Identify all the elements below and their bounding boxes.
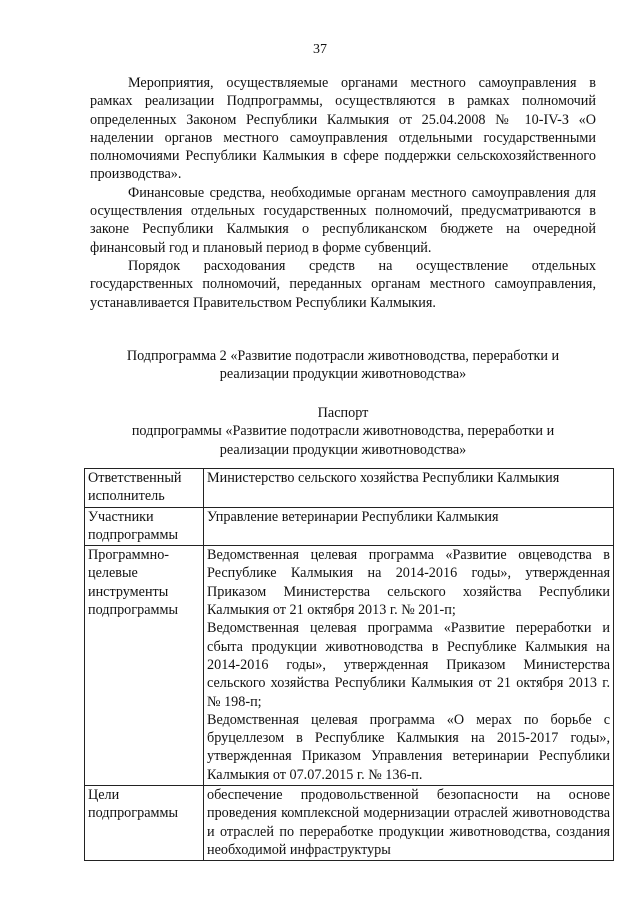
row-label-program-instruments: Программно-целевые инструменты подпрограммы — [85, 546, 204, 786]
row-label-participants: Участники подпрограммы — [85, 507, 204, 546]
table-row — [85, 469, 614, 508]
table-row — [85, 786, 614, 861]
subprogram-title-line: Подпрограмма 2 «Развитие подотрасли животноводства, переработки и — [126, 348, 560, 364]
value-text-sheep-breeding: Ведомственная целевая программа «Развитие овцеводства в Республике Калмыкия на 2014-2016 годы», утвержденная Приказом Министерства сельского хозяйства Республики Калмыкия от 21 октября 2013 г. № 201-п; — [207, 547, 610, 619]
page-number: 37 — [313, 42, 327, 57]
value-text-brucellosis: Ведомственная целевая программа «О мерах по борьбе с бруцеллезом в Республике Калмыкия на 2015-2017 годы», утвержденная Приказом Управления ветеринарии Республики Калмыкия от 07.07.2015 г. № 136-п. — [207, 711, 610, 783]
value-text: Министерство сельского хозяйства Республики Калмыкия — [207, 470, 560, 486]
passport-table — [84, 468, 614, 861]
row-value-program-instruments — [204, 546, 614, 786]
passport-heading-word: Паспорт — [317, 405, 369, 421]
passport-heading — [90, 404, 596, 459]
row-value-responsible-executor — [204, 469, 614, 508]
paragraph-financial-resources: Финансовые средства, необходимые органам местного самоуправления для осуществления отдельных государственных полномочий, предусматриваются в законе Республики Калмыкия о республиканском бюджете на очередной финансовый год и плановый период в форме субвенций. — [90, 184, 596, 256]
subprogram-title-line: реализации продукции животноводства» — [219, 366, 467, 383]
value-text-processing: Ведомственная целевая программа «Развитие переработки и сбыта продукции животноводства в Республике Калмыкия на 2014-2016 годы», утвержденная Приказом Министерства сельского хозяйства Республики Калмыкия от 21 октября 2013 г. № 198-п; — [207, 620, 610, 710]
table-row — [85, 546, 614, 786]
paragraph-spending-procedure: Порядок расходования средств на осуществление отдельных государственных полномочий, переданных органам местного самоуправления, устанавливается Правительством Республики Калмыкия. — [90, 257, 596, 311]
row-label-responsible-executor: Ответственный исполнитель — [85, 469, 204, 508]
row-value-goals — [204, 786, 614, 861]
row-value-participants — [204, 507, 614, 546]
subprogram-title — [90, 347, 596, 384]
row-label-goals: Цели подпрограммы — [85, 786, 204, 861]
passport-heading-line: реализации продукции животноводства» — [219, 441, 467, 458]
passport-heading-line: подпрограммы «Развитие подотрасли животноводства, переработки и — [131, 423, 555, 440]
table-row — [85, 507, 614, 546]
paragraph-local-government-activities: Мероприятия, осуществляемые органами местного самоуправления в рамках реализации Подпрограммы, осуществляются в рамках полномочий определенных Законом Республики Калмыкия от 25.04.2008 № 10-IV-З «О наделении органов местного самоуправления отдельными государственными полномочиями Республики Калмыкия в сфере поддержки сельскохозяйственного производства». — [90, 75, 596, 183]
body-text — [90, 74, 596, 312]
value-text: Управление ветеринарии Республики Калмыкия — [207, 508, 499, 525]
value-text: обеспечение продовольственной безопасности на основе проведения комплексной модернизации отраслей животноводства и отраслей по переработке продукции животноводства, создания необходимой инфраструктуры — [207, 787, 610, 858]
